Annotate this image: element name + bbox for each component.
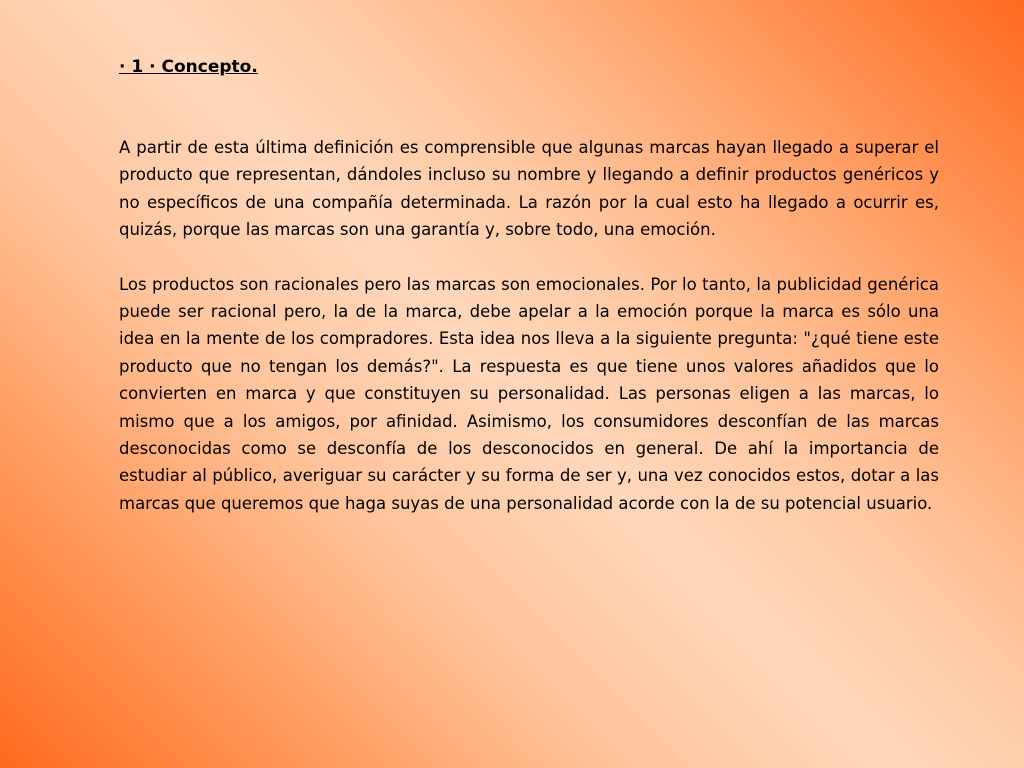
section-heading: · 1 · Concepto. [119, 57, 258, 77]
slide-content [119, 54, 939, 517]
paragraph-brand-definition: A partir de esta última definición es comprensible que algunas marcas hayan llegado a superar el producto que representan, dándoles incluso su nombre y llegando a definir productos genéricos y no específicos de una compañía determinada. La razón por la cual esto ha llegado a ocurrir es, quizás, porque las marcas son una garantía y, sobre todo, una emoción. [119, 138, 939, 240]
paragraph-brand-emotion: Los productos son racionales pero las marcas son emocionales. Por lo tanto, la publicidad genérica puede ser racional pero, la de la marca, debe apelar a la emoción porque la marca es sólo una idea en la mente de los compradores. Esta idea nos lleva a la siguiente pregunta: "¿qué tiene este producto que no tengan los demás?". La respuesta es que tiene unos valores añadidos que lo convierten en marca y que constituyen su personalidad. Las personas eligen a las marcas, lo mismo que a los amigos, por afinidad. Asimismo, los consumidores desconfían de las marcas desconocidas como se desconfía de los desconocidos en general. De ahí la importancia de estudiar al público, averiguar su carácter y su forma de ser y, una vez conocidos estos, dotar a las marcas que queremos que haga suyas de una personalidad acorde con la de su potencial usuario. [119, 274, 939, 513]
